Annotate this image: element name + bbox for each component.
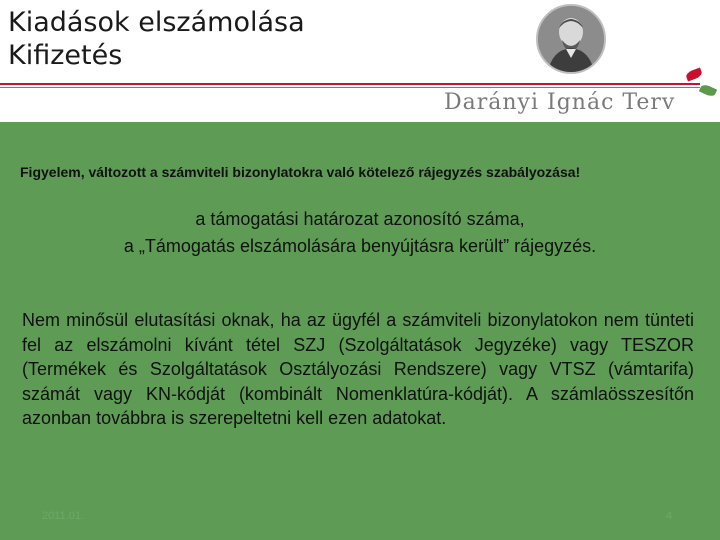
brand-logo-text: Darányi Ignác Terv: [444, 90, 676, 115]
slide-header: [0, 0, 720, 122]
slide-title: [8, 6, 305, 72]
leaf-icon: [699, 83, 717, 98]
notice-text: Figyelem, változott a számviteli bizonylatokra való kötelező rájegyzés szabályozása!: [20, 164, 581, 180]
footer-date: 2011.01.: [42, 510, 85, 522]
portrait-logo: [536, 4, 606, 74]
body-paragraph: Nem minősül elutasítási oknak, ha az ügyfél a számviteli bizonylatokon nem tünteti fel az elszámolni kívánt tétel SZJ (Szolgáltatások Jegyzéke) vagy TESZOR (Termékek és Szolgáltatások Osztályozási Rendszere) vagy VTSZ (vámtarifa) számát vagy KN-kódját (kombinált Nomenklatúra-kódját). A számlaösszesítőn azonban továbbra is szerepeltetni kell ezen adatokat.: [22, 310, 694, 428]
footer-page-number: 4: [666, 510, 673, 522]
header-rule-red: [0, 83, 700, 85]
leaf-icon: [685, 68, 703, 82]
slide-title-line2: Kifizetés: [8, 40, 123, 71]
centered-line-2: a „Támogatás elszámolására benyújtásra került” rájegyzés.: [123, 236, 597, 256]
header-rule-green: [0, 87, 700, 88]
slide-title-line1: Kiadások elszámolása: [8, 7, 305, 38]
centered-line-1: a támogatási határozat azonosító száma,: [195, 209, 525, 229]
centered-text-block: [20, 206, 700, 260]
